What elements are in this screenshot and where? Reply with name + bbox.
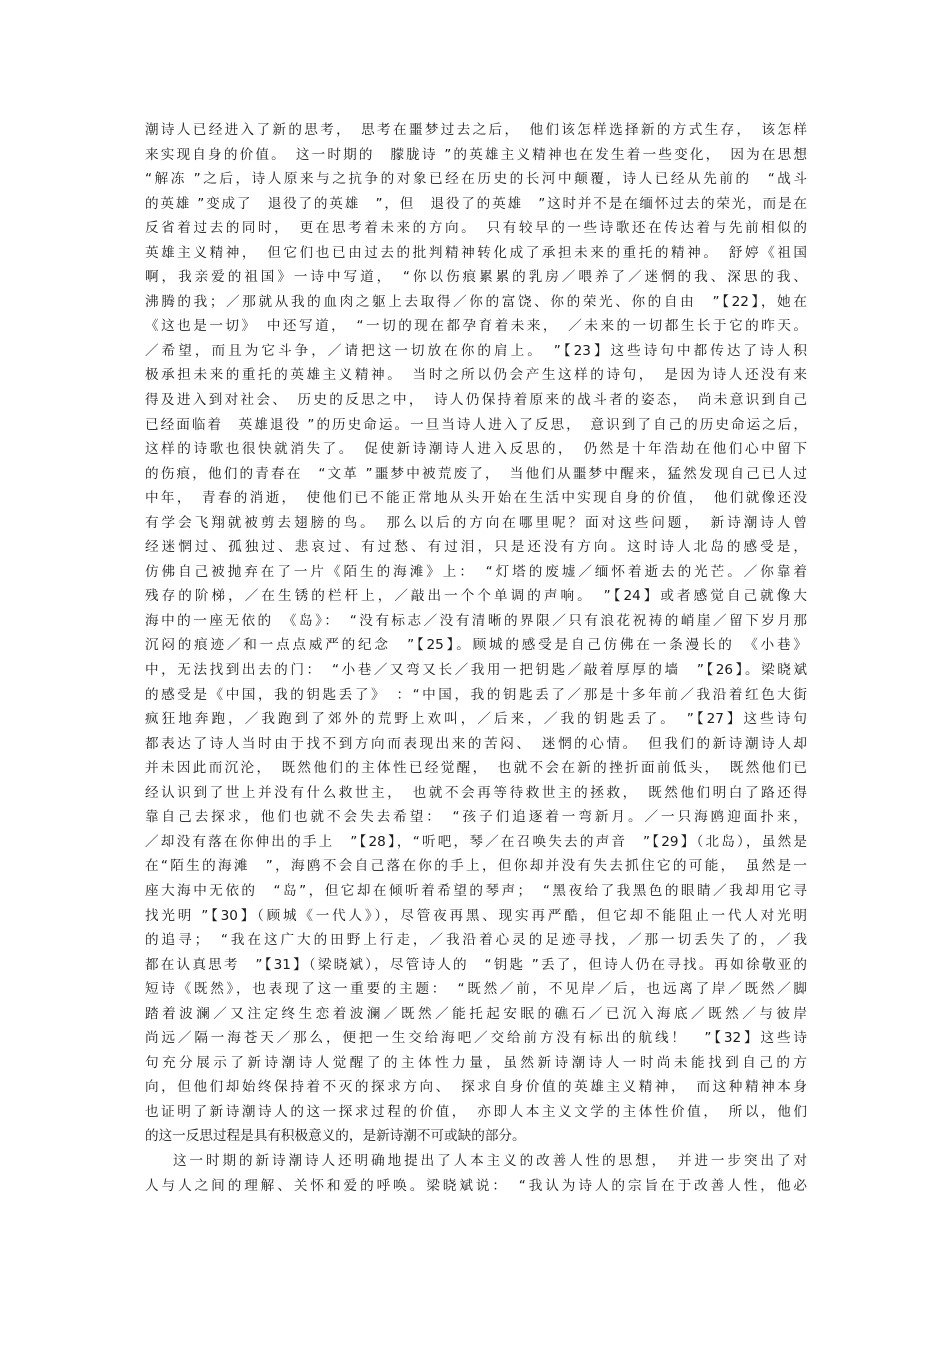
- text-line: 残存的阶梯，／在生锈的栏杆上，／敲出一个个单调的声响。 ”【24】或者感觉自己就像大: [145, 588, 807, 605]
- text-line: 向，但他们却始终保持着不灭的探求方向、 探求自身价值的英雄主义精神， 而这种精神本身: [145, 1079, 807, 1096]
- text-line: 都在认真思考 ”【31】（梁晓斌），尽管诗人的 “钥匙 ”丢了，但诗人仍在寻找。再如徐敬亚的: [145, 956, 807, 973]
- text-line: 的英雄 ”变成了 退役了的英雄 ”，但 退役了的英雄 ”这时并不是在缅怀过去的荣光，而是在: [145, 195, 807, 212]
- text-line: 人与人之间的理解、关怀和爱的呼唤。梁晓斌说： “我认为诗人的宗旨在于改善人性，他必: [145, 1177, 807, 1194]
- text-line: 沉闷的痕迹／和一点点威严的纪念 ”【25】。顾城的感受是自己仿佛在一条漫长的 《小巷》: [145, 637, 807, 654]
- text-line: 潮诗人已经进入了新的思考， 思考在噩梦过去之后， 他们该怎样选择新的方式生存， 该怎样: [145, 122, 807, 138]
- text-line: 啊，我亲爱的祖国》一诗中写道， “你以伤痕累累的乳房／喂养了／迷惘的我、深思的我、: [145, 269, 807, 286]
- text-line: 座大海中无依的 “岛”，但它却在倾听着希望的琴声； “黑夜给了我黑色的眼睛／我却用它寻: [145, 882, 807, 899]
- text-line: 得及进入到对社会、 历史的反思之中， 诗人仍保持着原来的战斗者的姿态， 尚未意识到自己: [145, 392, 807, 409]
- text-line: 的感受是《中国，我的钥匙丢了》 ：“中国，我的钥匙丢了／那是十多年前／我沿着红色大街: [145, 686, 807, 703]
- body-text: [145, 118, 807, 1198]
- text-line: ／却没有落在你伸出的手上 ”【28】，“听吧，琴／在召唤失去的声音 ”【29】（北岛），虽然是: [145, 833, 807, 850]
- text-line: 短诗《既然》，也表现了这一重要的主题： “既然／前，不见岸／后，也远离了岸／既然／脚: [145, 981, 807, 998]
- text-line: 这样的诗歌也很快就消失了。 促使新诗潮诗人进入反思的， 仍然是十年浩劫在他们心中留下: [145, 441, 807, 458]
- text-line: 《这也是一切》 中还写道， “一切的现在都孕育着未来， ／未来的一切都生长于它的昨天。: [145, 318, 807, 335]
- text-line: 踏着波澜／又注定终生恋着波澜／既然／能托起安眠的礁石／已沉入海底／既然／与彼岸: [145, 1005, 807, 1022]
- text-line: 句充分展示了新诗潮诗人觉醒了的主体性力量，虽然新诗潮诗人一时尚未能找到自己的方: [145, 1054, 807, 1071]
- text-line: 的追寻； “我在这广大的田野上行走，／我沿着心灵的足迹寻找，／那一切丢失了的，／我: [145, 932, 807, 949]
- text-line: 在“陌生的海滩 ”，海鸥不会自己落在你的手上，但你却并没有失去抓住它的可能， 虽然是一: [145, 858, 807, 875]
- text-line: 的伤痕，他们的青春在 “文革 ”噩梦中被荒废了， 当他们从噩梦中醒来，猛然发现自己已人过: [145, 465, 807, 482]
- text-line: 中，无法找到出去的门： “小巷／又弯又长／我用一把钥匙／敲着厚厚的墙 ”【26】。梁晓斌: [145, 662, 807, 679]
- text-line: 也证明了新诗潮诗人的这一探求过程的价值， 亦即人本主义文学的主体性价值， 所以，他们: [145, 1103, 807, 1120]
- text-line: 海中的一座无依的 《岛》： “没有标志／没有清晰的界限／只有浪花祝祷的峭崖／留下岁月那: [145, 612, 807, 629]
- text-line: 已经面临着 英雄退役 ”的历史命运。一旦当诗人进入了反思， 意识到了自己的历史命运之后，: [145, 416, 807, 433]
- text-line: ／希望，而且为它斗争，／请把这一切放在你的肩上。 ”【23】这些诗句中都传达了诗人积: [145, 342, 807, 359]
- text-line: 并未因此而沉沦， 既然他们的主体性已经觉醒， 也就不会在新的挫折面前低头， 既然他们已: [145, 760, 807, 777]
- text-line: 仿佛自己被抛弃在了一片《陌生的海滩》上： “灯塔的废墟／缅怀着逝去的光芒。／你靠着: [145, 563, 807, 580]
- text-line: 的这一反思过程是具有积极意义的，是新诗潮不可或缺的部分。: [145, 1128, 526, 1145]
- text-line: 找光明 ”【30】（顾城《一代人》），尽管夜再黑、现实再严酷，但它却不能阻止一代人对光明: [145, 907, 807, 924]
- text-line: 英雄主义精神， 但它们也已由过去的批判精神转化成了承担未来的重托的精神。 舒婷《祖国: [145, 244, 807, 261]
- text-line: 经迷惘过、孤独过、悲哀过、有过愁、有过泪，只是还没有方向。这时诗人北岛的感受是，: [145, 539, 807, 556]
- text-line: 靠自己去探求，他们也就不会失去希望： “孩子们追逐着一弯新月。／一只海鸥迎面扑来，: [145, 809, 807, 826]
- text-line: 沸腾的我；／那就从我的血肉之躯上去取得／你的富饶、你的荣光、你的自由 ”【22】，她在: [145, 293, 807, 310]
- text-line: 有学会飞翔就被剪去翅膀的鸟。 那么以后的方向在哪里呢？面对这些问题， 新诗潮诗人曾: [145, 514, 807, 531]
- text-line: 尚远／隔一海苍天／那么，便把一生交给海吧／交给前方没有标出的航线！ ”【32】这些诗: [145, 1030, 807, 1047]
- text-line: 极承担未来的重托的英雄主义精神。 当时之所以仍会产生这样的诗句， 是因为诗人还没有来: [145, 367, 807, 384]
- text-line: 这一时期的新诗潮诗人还明确地提出了人本主义的改善人性的思想， 并进一步突出了对: [173, 1152, 807, 1169]
- text-line: 疯狂地奔跑，／我跑到了郊外的荒野上欢叫，／后来，／我的钥匙丢了。 ”【27】这些诗句: [145, 711, 807, 728]
- text-line: 经认识到了世上并没有什么救世主， 也就不会再等待救世主的拯救， 既然他们明白了路还得: [145, 784, 807, 801]
- text-line: “解冻 ”之后，诗人原来与之抗争的对象已经在历史的长河中颠覆，诗人已经从先前的 “战斗: [145, 171, 807, 188]
- text-line: 反省着过去的同时， 更在思考着未来的方向。 只有较早的一些诗歌还在传达着与先前相似的: [145, 220, 807, 237]
- text-line: 来实现自身的价值。 这一时期的 朦胧诗 ”的英雄主义精神也在发生着一些变化， 因为在思想: [145, 146, 807, 163]
- text-line: 都表达了诗人当时由于找不到方向而表现出来的苦闷、 迷惘的心情。 但我们的新诗潮诗人却: [145, 735, 807, 752]
- text-line: 中年， 青春的消逝， 使他们已不能正常地从头开始在生活中实现自身的价值， 他们就像还没: [145, 490, 807, 507]
